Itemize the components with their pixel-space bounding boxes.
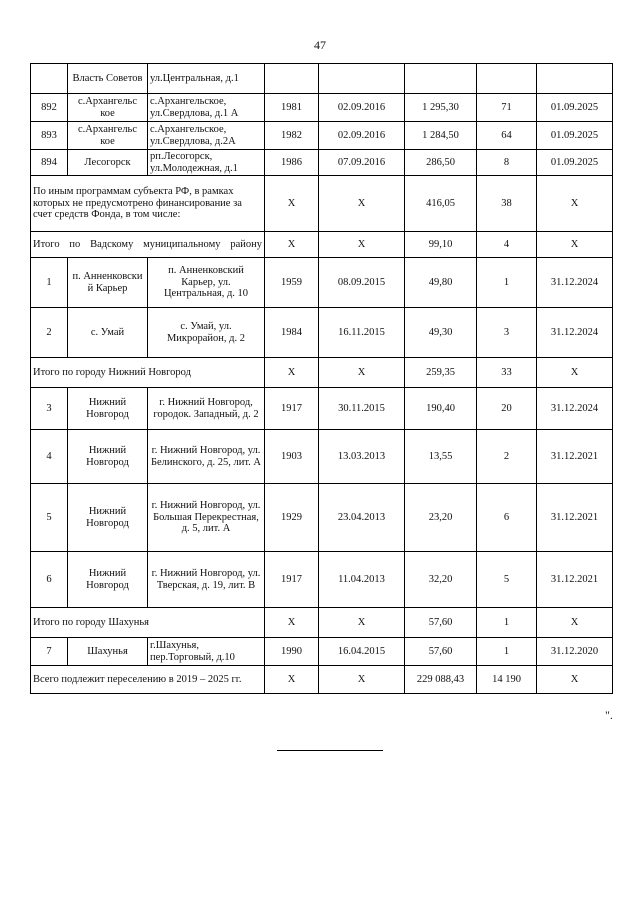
area-cell (405, 64, 477, 94)
residents-cell: 1 (477, 638, 537, 666)
date-cell (319, 64, 405, 94)
row-number-cell: 3 (31, 388, 68, 430)
total-row (31, 358, 613, 388)
year-cell: X (265, 176, 319, 232)
row-number-cell: 4 (31, 430, 68, 484)
row-number-cell: 7 (31, 638, 68, 666)
address-cell: г. Нижний Новгород, городок. Западный, д. 2 (148, 388, 265, 430)
date-cell: X (319, 176, 405, 232)
year-cell: 1929 (265, 484, 319, 552)
closing-quote-mark: ". (605, 708, 613, 722)
row-number-cell: 2 (31, 308, 68, 358)
resettlement-table (30, 63, 613, 694)
year-cell: 1917 (265, 552, 319, 608)
address-cell: с.Архангельское, ул.Свердлова, д.2А (148, 122, 265, 150)
locality-cell: Власть Советов (68, 64, 148, 94)
row-number-cell (31, 64, 68, 94)
residents-cell: 6 (477, 484, 537, 552)
residents-cell: 5 (477, 552, 537, 608)
deadline-cell: 01.09.2025 (537, 94, 613, 122)
year-cell: X (265, 232, 319, 258)
year-cell: 1903 (265, 430, 319, 484)
locality-cell: Нижний Новгород (68, 430, 148, 484)
residents-cell: 20 (477, 388, 537, 430)
residents-cell: 14 190 (477, 666, 537, 694)
residents-cell: 8 (477, 150, 537, 176)
deadline-cell: 31.12.2021 (537, 552, 613, 608)
deadline-cell: 31.12.2024 (537, 308, 613, 358)
area-cell: 416,05 (405, 176, 477, 232)
residents-cell: 64 (477, 122, 537, 150)
residents-cell: 38 (477, 176, 537, 232)
deadline-cell: X (537, 358, 613, 388)
total-row (31, 232, 613, 258)
table-row (31, 484, 613, 552)
year-cell (265, 64, 319, 94)
residents-cell: 71 (477, 94, 537, 122)
row-number-cell: 1 (31, 258, 68, 308)
residents-cell: 2 (477, 430, 537, 484)
area-cell: 99,10 (405, 232, 477, 258)
deadline-cell: 31.12.2020 (537, 638, 613, 666)
row-number-cell: 894 (31, 150, 68, 176)
date-cell: X (319, 358, 405, 388)
page-number: 47 (314, 38, 326, 52)
deadline-cell: X (537, 666, 613, 694)
row-number-cell: 892 (31, 94, 68, 122)
address-cell: с.Архангельское, ул.Свердлова, д.1 А (148, 94, 265, 122)
date-cell: 02.09.2016 (319, 122, 405, 150)
area-cell: 13,55 (405, 430, 477, 484)
address-cell: г. Нижний Новгород, ул. Белинского, д. 25, лит. А (148, 430, 265, 484)
address-cell: г.Шахунья, пер.Торговый, д.10 (148, 638, 265, 666)
table-row (31, 308, 613, 358)
year-cell: 1982 (265, 122, 319, 150)
deadline-cell: 01.09.2025 (537, 122, 613, 150)
table-row (31, 94, 613, 122)
area-cell: 32,20 (405, 552, 477, 608)
address-cell: г. Нижний Новгород, ул. Большая Перекрестная, д. 5, лит. А (148, 484, 265, 552)
table-row (31, 552, 613, 608)
address-cell: с. Умай, ул. Микрорайон, д. 2 (148, 308, 265, 358)
year-cell: 1990 (265, 638, 319, 666)
locality-cell: Нижний Новгород (68, 552, 148, 608)
date-cell: 07.09.2016 (319, 150, 405, 176)
address-cell: ул.Центральная, д.1 (148, 64, 265, 94)
table-row (31, 638, 613, 666)
locality-cell: Нижний Новгород (68, 484, 148, 552)
deadline-cell: X (537, 176, 613, 232)
row-number-cell: 6 (31, 552, 68, 608)
date-cell: 23.04.2013 (319, 484, 405, 552)
address-cell: п. Анненковский Карьер, ул. Центральная, д. 10 (148, 258, 265, 308)
area-cell: 190,40 (405, 388, 477, 430)
year-cell: X (265, 358, 319, 388)
area-cell: 259,35 (405, 358, 477, 388)
area-cell: 23,20 (405, 484, 477, 552)
total-label-cell: Итого по городу Шахунья (31, 608, 265, 638)
signature-divider-line (277, 750, 383, 751)
deadline-cell: 31.12.2021 (537, 430, 613, 484)
locality-cell: Лесогорск (68, 150, 148, 176)
year-cell: 1981 (265, 94, 319, 122)
address-cell: г. Нижний Новгород, ул. Тверская, д. 19, лит. В (148, 552, 265, 608)
area-cell: 49,80 (405, 258, 477, 308)
total-label-cell: Итого по городу Нижний Новгород (31, 358, 265, 388)
year-cell: X (265, 666, 319, 694)
deadline-cell: X (537, 608, 613, 638)
total-row (31, 666, 613, 694)
locality-cell: с. Умай (68, 308, 148, 358)
residents-cell: 4 (477, 232, 537, 258)
total-label-cell: Всего подлежит переселению в 2019 – 2025 гг. (31, 666, 265, 694)
year-cell: 1917 (265, 388, 319, 430)
total-label-cell: По иным программам субъекта РФ, в рамках которых не предусмотрено финансирование за счет средств Фонда, в том числе: (31, 176, 265, 232)
table-row (31, 430, 613, 484)
total-label-cell: Итого по Вадскому муниципальному району (31, 232, 265, 258)
year-cell: 1959 (265, 258, 319, 308)
area-cell: 286,50 (405, 150, 477, 176)
date-cell: X (319, 608, 405, 638)
total-row (31, 608, 613, 638)
row-number-cell: 5 (31, 484, 68, 552)
residents-cell: 33 (477, 358, 537, 388)
table-row (31, 64, 613, 94)
residents-cell: 3 (477, 308, 537, 358)
table-row (31, 258, 613, 308)
table-row (31, 150, 613, 176)
date-cell: 16.04.2015 (319, 638, 405, 666)
area-cell: 57,60 (405, 608, 477, 638)
year-cell: 1986 (265, 150, 319, 176)
area-cell: 57,60 (405, 638, 477, 666)
date-cell: 11.04.2013 (319, 552, 405, 608)
locality-cell: Нижний Новгород (68, 388, 148, 430)
deadline-cell: 31.12.2024 (537, 388, 613, 430)
area-cell: 49,30 (405, 308, 477, 358)
date-cell: X (319, 666, 405, 694)
residents-cell: 1 (477, 258, 537, 308)
deadline-cell: 31.12.2021 (537, 484, 613, 552)
deadline-cell: X (537, 232, 613, 258)
residents-cell (477, 64, 537, 94)
locality-cell: с.Архангельс кое (68, 94, 148, 122)
locality-cell: п. Анненковски й Карьер (68, 258, 148, 308)
date-cell: 08.09.2015 (319, 258, 405, 308)
locality-cell: с.Архангельс кое (68, 122, 148, 150)
row-number-cell: 893 (31, 122, 68, 150)
date-cell: X (319, 232, 405, 258)
area-cell: 1 284,50 (405, 122, 477, 150)
date-cell: 30.11.2015 (319, 388, 405, 430)
deadline-cell: 31.12.2024 (537, 258, 613, 308)
date-cell: 13.03.2013 (319, 430, 405, 484)
year-cell: 1984 (265, 308, 319, 358)
table-row (31, 122, 613, 150)
residents-cell: 1 (477, 608, 537, 638)
deadline-cell (537, 64, 613, 94)
deadline-cell: 01.09.2025 (537, 150, 613, 176)
table-row (31, 388, 613, 430)
area-cell: 229 088,43 (405, 666, 477, 694)
total-row (31, 176, 613, 232)
area-cell: 1 295,30 (405, 94, 477, 122)
locality-cell: Шахунья (68, 638, 148, 666)
date-cell: 02.09.2016 (319, 94, 405, 122)
year-cell: X (265, 608, 319, 638)
address-cell: рп.Лесогорск, ул.Молодежная, д.1 (148, 150, 265, 176)
date-cell: 16.11.2015 (319, 308, 405, 358)
